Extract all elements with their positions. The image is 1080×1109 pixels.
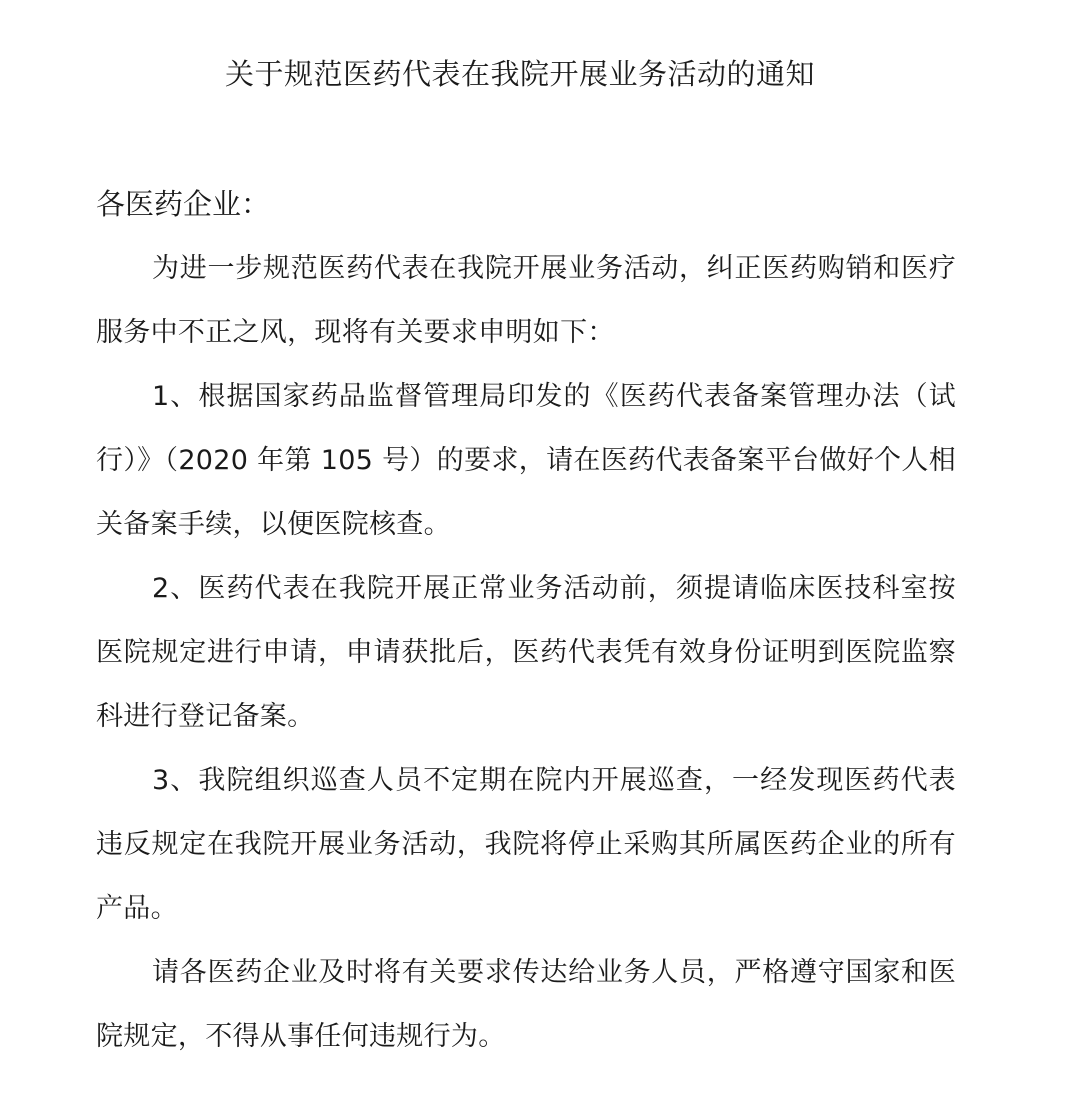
closing-paragraph: 请各医药企业及时将有关要求传达给业务人员，严格遵守国家和医院规定，不得从事任何违规行为。 (96, 957, 956, 1052)
salutation: 各医药企业： (96, 187, 271, 221)
requirement-paragraph-1: 1、根据国家药品监督管理局印发的《医药代表备案管理办法（试行）》（2020 年第 105 号）的要求，请在医药代表备案平台做好个人相关备案手续，以便医院核查。 (96, 381, 956, 540)
intro-paragraph: 为进一步规范医药代表在我院开展业务活动，纠正医药购销和医疗服务中不正之风，现将有关要求申明如下： (96, 253, 956, 348)
document-title: 关于规范医药代表在我院开展业务活动的通知 (224, 57, 815, 91)
requirement-paragraph-2: 2、医药代表在我院开展正常业务活动前，须提请临床医技科室按医院规定进行申请，申请获批后，医药代表凭有效身份证明到医院监察科进行登记备案。 (96, 573, 956, 732)
requirement-paragraph-3: 3、我院组织巡查人员不定期在院内开展巡查，一经发现医药代表违反规定在我院开展业务活动，我院将停止采购其所属医药企业的所有产品。 (96, 765, 956, 924)
document-body (96, 237, 956, 1069)
